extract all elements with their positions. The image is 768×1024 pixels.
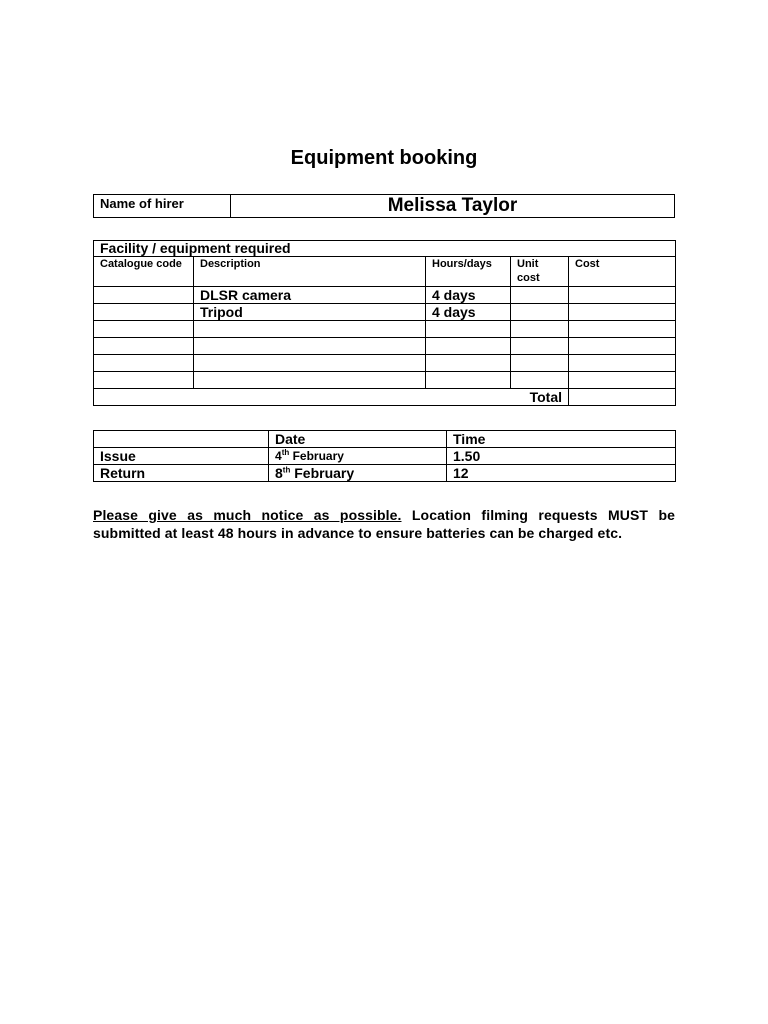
total-row — [94, 389, 676, 406]
catalogue-code-cell[interactable] — [94, 321, 194, 338]
return-time-field[interactable]: 12 — [447, 465, 676, 482]
notice-body: Location filming requests MUST be submitted at least 48 hours in advance to ensure batteries can be charged etc. — [93, 507, 675, 541]
column-header-cost: Cost — [569, 257, 676, 287]
cost-cell[interactable] — [569, 355, 676, 372]
catalogue-code-cell[interactable] — [94, 304, 194, 321]
table-row — [94, 321, 676, 338]
cost-cell[interactable] — [569, 287, 676, 304]
cost-cell[interactable] — [569, 321, 676, 338]
description-cell[interactable]: Tripod — [194, 304, 426, 321]
catalogue-code-cell[interactable] — [94, 355, 194, 372]
hours-days-cell[interactable] — [426, 321, 511, 338]
catalogue-code-cell[interactable] — [94, 287, 194, 304]
page-title: Equipment booking — [290, 147, 478, 169]
catalogue-code-cell[interactable] — [94, 338, 194, 355]
table-row — [94, 287, 676, 304]
return-row — [94, 465, 676, 482]
notice-text — [93, 506, 675, 542]
unit-cost-cell[interactable] — [511, 287, 569, 304]
table-row — [94, 304, 676, 321]
description-cell[interactable] — [194, 338, 426, 355]
column-header-hours-days: Hours/days — [426, 257, 511, 287]
return-label: Return — [94, 465, 269, 482]
total-cost-cell[interactable] — [569, 389, 676, 406]
catalogue-code-cell[interactable] — [94, 372, 194, 389]
issue-label: Issue — [94, 448, 269, 465]
table-row — [94, 355, 676, 372]
description-cell[interactable] — [194, 355, 426, 372]
column-header-catalogue-code: Catalogue code — [94, 257, 194, 287]
table-row — [94, 372, 676, 389]
description-cell[interactable]: DLSR camera — [194, 287, 426, 304]
issue-row — [94, 448, 676, 465]
hirer-table — [93, 194, 675, 218]
hirer-label: Name of hirer — [94, 195, 231, 218]
hours-days-cell[interactable] — [426, 355, 511, 372]
hirer-name-field[interactable]: Melissa Taylor — [231, 195, 675, 218]
unit-cost-cell[interactable] — [511, 355, 569, 372]
issue-time-field[interactable]: 1.50 — [447, 448, 676, 465]
hours-days-cell[interactable]: 4 days — [426, 287, 511, 304]
unit-cost-cell[interactable] — [511, 304, 569, 321]
column-header-unit-cost: Unit cost — [511, 257, 569, 287]
hours-days-cell[interactable] — [426, 338, 511, 355]
equipment-table — [93, 240, 676, 406]
column-header-date: Date — [269, 431, 447, 448]
column-header-time: Time — [447, 431, 676, 448]
return-date-field[interactable]: 8th February — [269, 465, 447, 482]
unit-cost-cell[interactable] — [511, 321, 569, 338]
schedule-header-blank — [94, 431, 269, 448]
unit-cost-cell[interactable] — [511, 372, 569, 389]
cost-cell[interactable] — [569, 304, 676, 321]
hours-days-cell[interactable]: 4 days — [426, 304, 511, 321]
total-label: Total — [94, 389, 569, 406]
unit-cost-cell[interactable] — [511, 338, 569, 355]
column-header-description: Description — [194, 257, 426, 287]
table-row — [94, 338, 676, 355]
cost-cell[interactable] — [569, 372, 676, 389]
schedule-table — [93, 430, 676, 482]
cost-cell[interactable] — [569, 338, 676, 355]
hours-days-cell[interactable] — [426, 372, 511, 389]
notice-emphasis: Please give as much notice as possible. — [93, 507, 402, 523]
description-cell[interactable] — [194, 372, 426, 389]
equipment-section-title: Facility / equipment required — [94, 241, 676, 257]
description-cell[interactable] — [194, 321, 426, 338]
issue-date-field[interactable]: 4th February — [269, 448, 447, 465]
